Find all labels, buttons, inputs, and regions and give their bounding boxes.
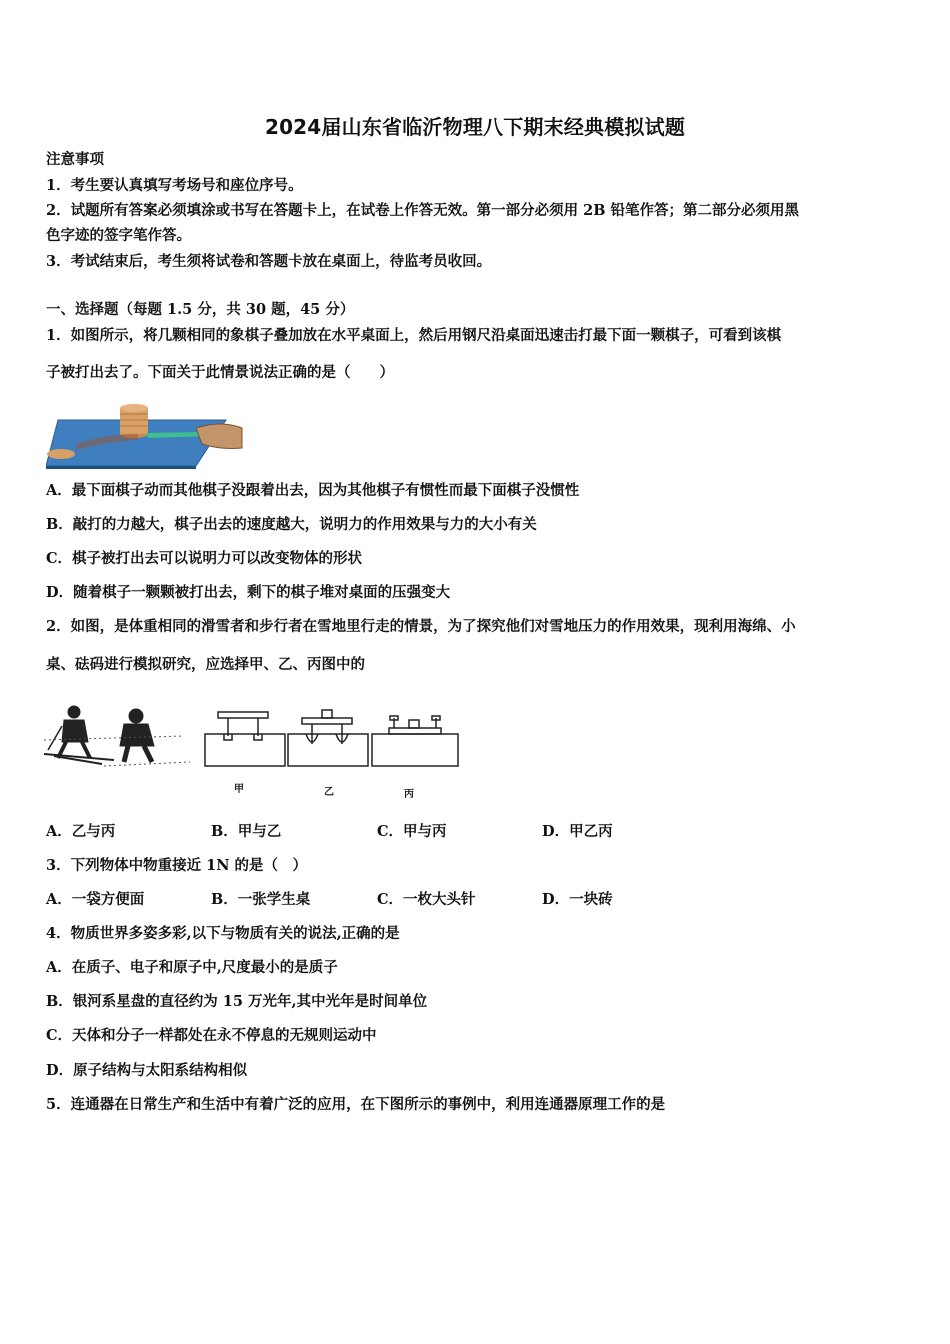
notice-item: 3．考试结束后，考生须将试卷和答题卡放在桌面上，待监考员收回。	[46, 253, 492, 270]
q1-option-c: C．棋子被打出去可以说明力可以改变物体的形状	[46, 550, 363, 567]
page-title: 2024届山东省临沂物理八下期末经典模拟试题	[264, 115, 686, 139]
q2-figure-skier-walker	[44, 700, 192, 768]
q2-option-a: A．乙与丙	[46, 823, 116, 840]
q3-option-b: B．一张学生桌	[211, 891, 311, 908]
q4-option-c: C．天体和分子一样都处在永不停息的无规则运动中	[46, 1027, 377, 1044]
q1-figure-chess-pieces	[46, 398, 246, 470]
q3-option-c: C．一枚大头针	[377, 891, 476, 908]
q1-stem: 1．如图所示，将几颗相同的象棋子叠加放在水平桌面上，然后用钢尺沿桌面迅速击打最下面一颗棋子，可看到该棋	[46, 327, 782, 344]
q1-option-a: A．最下面棋子动而其他棋子没跟着出去，因为其他棋子有惯性而最下面棋子没惯性	[46, 482, 580, 499]
q4-stem: 4．物质世界多姿多彩,以下与物质有关的说法,正确的是	[46, 925, 400, 942]
q3-option-d: D．一块砖	[542, 891, 613, 908]
q2-stem: 2．如图，是体重相同的滑雪者和步行者在雪地里行走的情景，为了探究他们对雪地压力的作用效果，现利用海绵、小	[46, 618, 796, 635]
notice-item: 色字迹的签字笔作答。	[46, 227, 191, 244]
q1-option-d: D．随着棋子一颗颗被打出去，剩下的棋子堆对桌面的压强变大	[46, 584, 451, 601]
notice-item: 1．考生要认真填写考场号和座位序号。	[46, 177, 303, 194]
q1-stem: 子被打出去了。下面关于此情景说法正确的是（ ）	[46, 364, 394, 381]
notice-item: 2．试题所有答案必须填涂或书写在答题卡上，在试卷上作答无效。第一部分必须用 2B 铅笔作答；第二部分必须用黑	[46, 202, 800, 219]
q4-option-d: D．原子结构与太阳系结构相似	[46, 1062, 248, 1079]
q1-option-b: B．敲打的力越大，棋子出去的速度越大，说明力的作用效果与力的大小有关	[46, 516, 537, 533]
q2-stem: 桌、砝码进行模拟研究，应选择甲、乙、丙图中的	[46, 656, 365, 673]
section-heading: 一、选择题（每题 1.5 分，共 30 题，45 分）	[46, 301, 355, 318]
notice-heading: 注意事项	[46, 151, 104, 168]
q2-figure-sponge-tables	[204, 706, 460, 768]
q3-option-a: A．一袋方便面	[46, 891, 145, 908]
q3-stem: 3．下列物体中物重接近 1N 的是（ ）	[46, 857, 308, 874]
q2-option-d: D．甲乙丙	[542, 823, 613, 840]
q5-stem: 5．连通器在日常生产和生活中有着广泛的应用，在下图所示的事例中，利用连通器原理工作的是	[46, 1096, 666, 1113]
q2-option-b: B．甲与乙	[211, 823, 282, 840]
q2-caption-bing: 丙	[404, 789, 414, 800]
q2-caption-jia: 甲	[234, 784, 244, 795]
q4-option-a: A．在质子、电子和原子中,尺度最小的是质子	[46, 959, 338, 976]
q2-option-c: C．甲与丙	[377, 823, 447, 840]
q4-option-b: B．银河系星盘的直径约为 15 万光年,其中光年是时间单位	[46, 993, 428, 1010]
q2-caption-yi: 乙	[324, 787, 334, 798]
